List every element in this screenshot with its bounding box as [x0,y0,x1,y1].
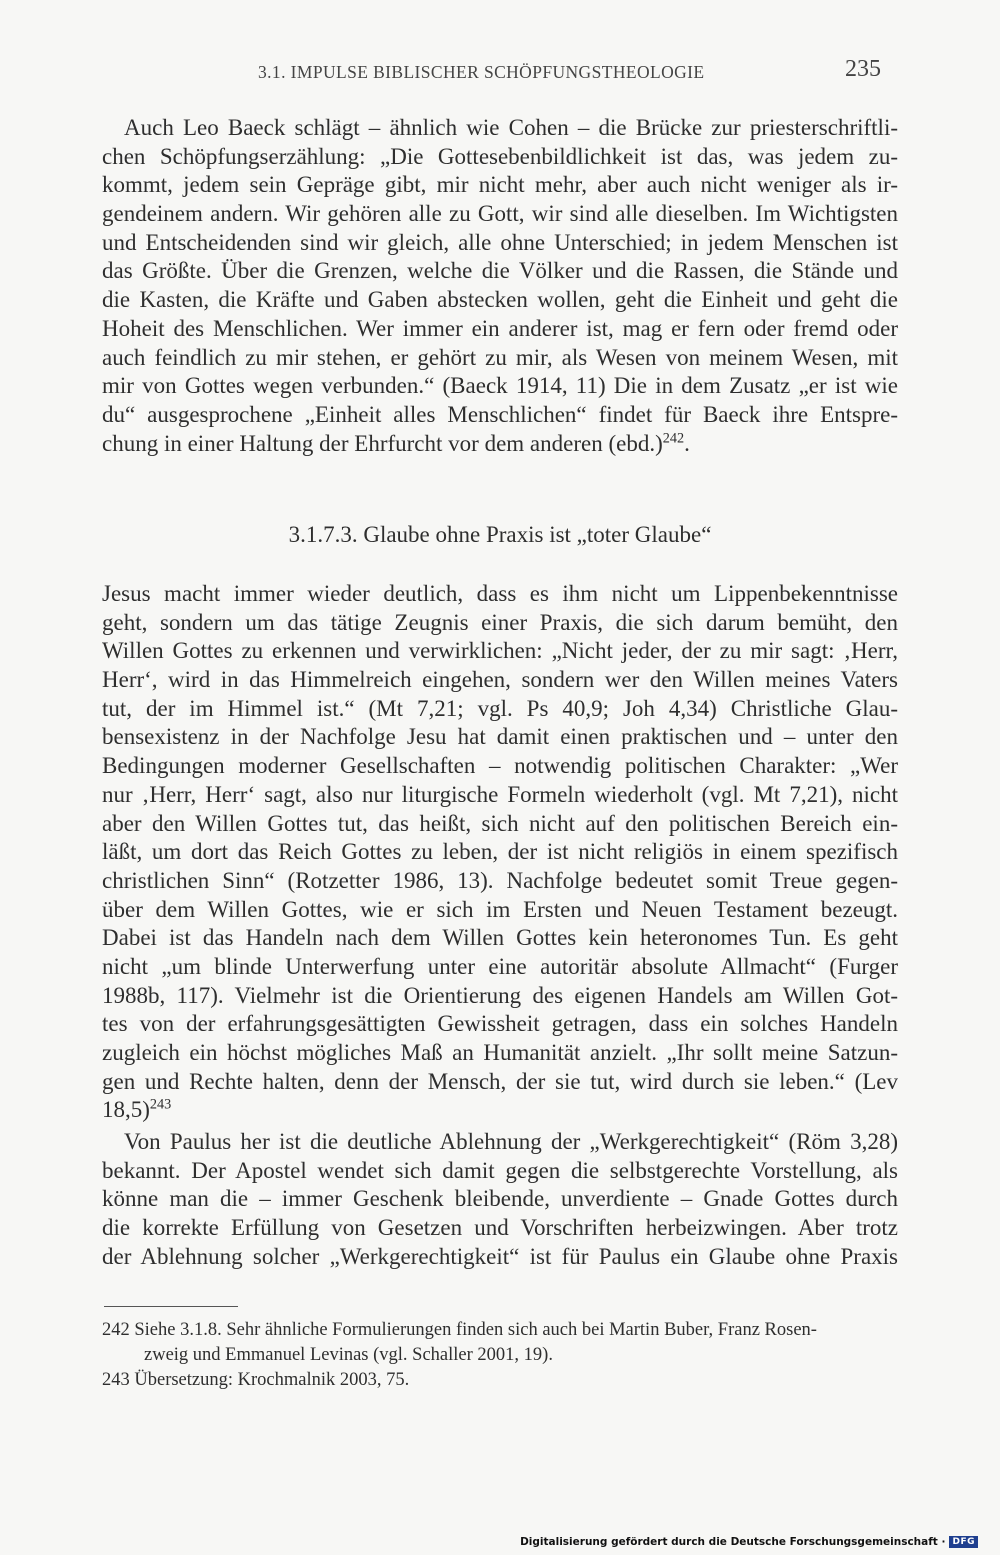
text-line: bekannt. Der Apostel wendet sich damit gegen die selbstgerechte Vorstellung, als [102,1157,898,1183]
running-header-title: 3.1. IMPULSE BIBLISCHER SCHÖPFUNGSTHEOLOGIE [258,62,705,82]
text-line: Auch Leo Baeck schlägt – ähnlich wie Cohen – die Brücke zur priesterschriftli- [124,115,898,140]
paragraph-jesus [102,580,898,1125]
page-number: 235 [845,56,881,82]
text-line: gen und Rechte halten, denn der Mensch, der sie tut, wird durch sie leben.“ (Lev [102,1068,898,1094]
text-line: tes von der erfahrungsgesättigten Gewissheit getragen, dass ein solches Handeln [102,1011,898,1037]
paragraph-paulus [102,1128,898,1271]
text-line: nicht „um blinde Unterwerfung unter eine autoritär absolute Allmacht“ (Furger [102,953,898,979]
paragraph-baeck [102,114,898,458]
footnote-243: 243 Übersetzung: Krochmalnik 2003, 75. [102,1370,410,1390]
text-line: tut, der im Himmel ist.“ (Mt 7,21; vgl. Ps 40,9; Joh 4,34) Christliche Glau- [102,695,898,721]
text-line: kommt, jedem sein Gepräge gibt, mir nicht mehr, aber auch nicht weniger als ir- [102,172,898,198]
section-heading: 3.1.7.3. Glaube ohne Praxis ist „toter Glaube“ [288,522,712,547]
text-line: nur ‚Herr, Herr‘ sagt, also nur liturgische Formeln wiederholt (vgl. Mt 7,21), nicht [102,781,898,807]
text-line: Dabei ist das Handeln nach dem Willen Gottes kein heteronomes Tun. Es geht [102,925,898,951]
text-line: chen Schöpfungserzählung: „Die Gottesebenbildlichkeit ist das, was jedem zu- [102,143,898,169]
footnotes [102,1318,902,1393]
digitization-banner [520,1536,978,1548]
text-line: die korrekte Erfüllung von Gesetzen und Vorschriften herbeizwingen. Aber trotz [102,1215,898,1241]
text-line: Herr‘, wird in das Himmelreich eingehen, sondern wer den Willen meines Vaters [102,667,898,693]
text-line: Jesus macht immer wieder deutlich, dass es ihm nicht um Lippenbekenntnisse [102,581,898,606]
text-line: du“ ausgesprochene „Einheit alles Menschlichen“ findet für Baeck ihre Entspre- [102,401,898,427]
dfg-logo: DFG [949,1536,978,1548]
footnote-ref-243[interactable]: 243 [149,1096,172,1113]
text-line: Bedingungen moderner Gesellschaften – notwendig politischen Charakter: „Wer [102,753,898,779]
text-line: Willen Gottes zu erkennen und verwirklichen: „Nicht jeder, der zu mir sagt: ‚Herr, [102,638,898,664]
text-line: gendeinem andern. Wir gehören alle zu Gott, wir sind alle dieselben. Im Wichtigsten [102,201,898,227]
text-line: könne man die – immer Geschenk bleibende, unverdiente – Gnade Gottes durch [102,1186,898,1212]
text-line: mir von Gottes wegen verbunden.“ (Baeck 1914, 11) Die in dem Zusatz „er ist wie [102,373,898,399]
text-line-content: 18,5) [102,1097,150,1123]
text-line: das Größte. Über die Grenzen, welche die Völker und die Rassen, die Stände und [102,258,898,284]
text-line: auch feindlich zu mir stehen, er gehört zu mir, als Wesen von meinem Wesen, mit [102,344,898,370]
text-line: bensexistenz in der Nachfolge Jesu hat damit einen praktischen und – unter den [102,724,898,750]
footnote-divider [104,1306,238,1307]
text-line: christlichen Sinn“ (Rotzetter 1986, 13). Nachfolge bedeutet somit Treue gegen- [102,867,898,893]
text-line: Von Paulus her ist die deutliche Ablehnung der „Werkgerechtigkeit“ (Röm 3,28) [124,1129,898,1154]
text-line-end: . [684,430,690,456]
text-line: der Ablehnung solcher „Werkgerechtigkeit“ ist für Paulus ein Glaube ohne Praxis [102,1243,898,1269]
text-line: über dem Willen Gottes, wie er sich im Ersten und Neuen Testament bezeugt. [102,896,898,922]
text-line: 1988b, 117). Vielmehr ist die Orientierung des eigenen Handels am Willen Got- [102,982,898,1008]
footnote-242-continued: zweig und Emmanuel Levinas (vgl. Schaller 2001, 19). [144,1345,553,1365]
text-line: aber den Willen Gottes tut, das heißt, sich nicht auf den politischen Bereich ein- [102,810,898,836]
text-line [102,430,898,459]
funding-note: Digitalisierung gefördert durch die Deutsche Forschungsgemeinschaft · [520,1536,946,1548]
text-line: läßt, um dort das Reich Gottes zu leben, der ist nicht religiös in einem spezifisch [102,839,898,865]
text-line [102,1096,898,1125]
text-line: Hoheit des Menschlichen. Wer immer ein anderer ist, mag er fern oder fremd oder [102,315,898,341]
text-line: zugleich ein höchst mögliches Maß an Humanität anzielt. „Ihr sollt meine Satzun- [102,1040,898,1065]
text-line: und Entscheidenden sind wir gleich, alle ohne Unterschied; in jedem Menschen ist [102,229,898,255]
footnote-ref-242[interactable]: 242 [662,429,685,446]
text-line: geht, sondern um das tätige Zeugnis einer Praxis, die sich darum bemüht, den [102,609,898,635]
text-line: die Kasten, die Kräfte und Gaben abstecken wollen, geht die Einheit und geht die [102,287,898,313]
text-line-content: chung in einer Haltung der Ehrfurcht vor dem anderen (ebd.) [102,430,663,456]
footnote-242: 242 Siehe 3.1.8. Sehr ähnliche Formulierungen finden sich auch bei Martin Buber, Franz Rosen- [102,1320,817,1340]
